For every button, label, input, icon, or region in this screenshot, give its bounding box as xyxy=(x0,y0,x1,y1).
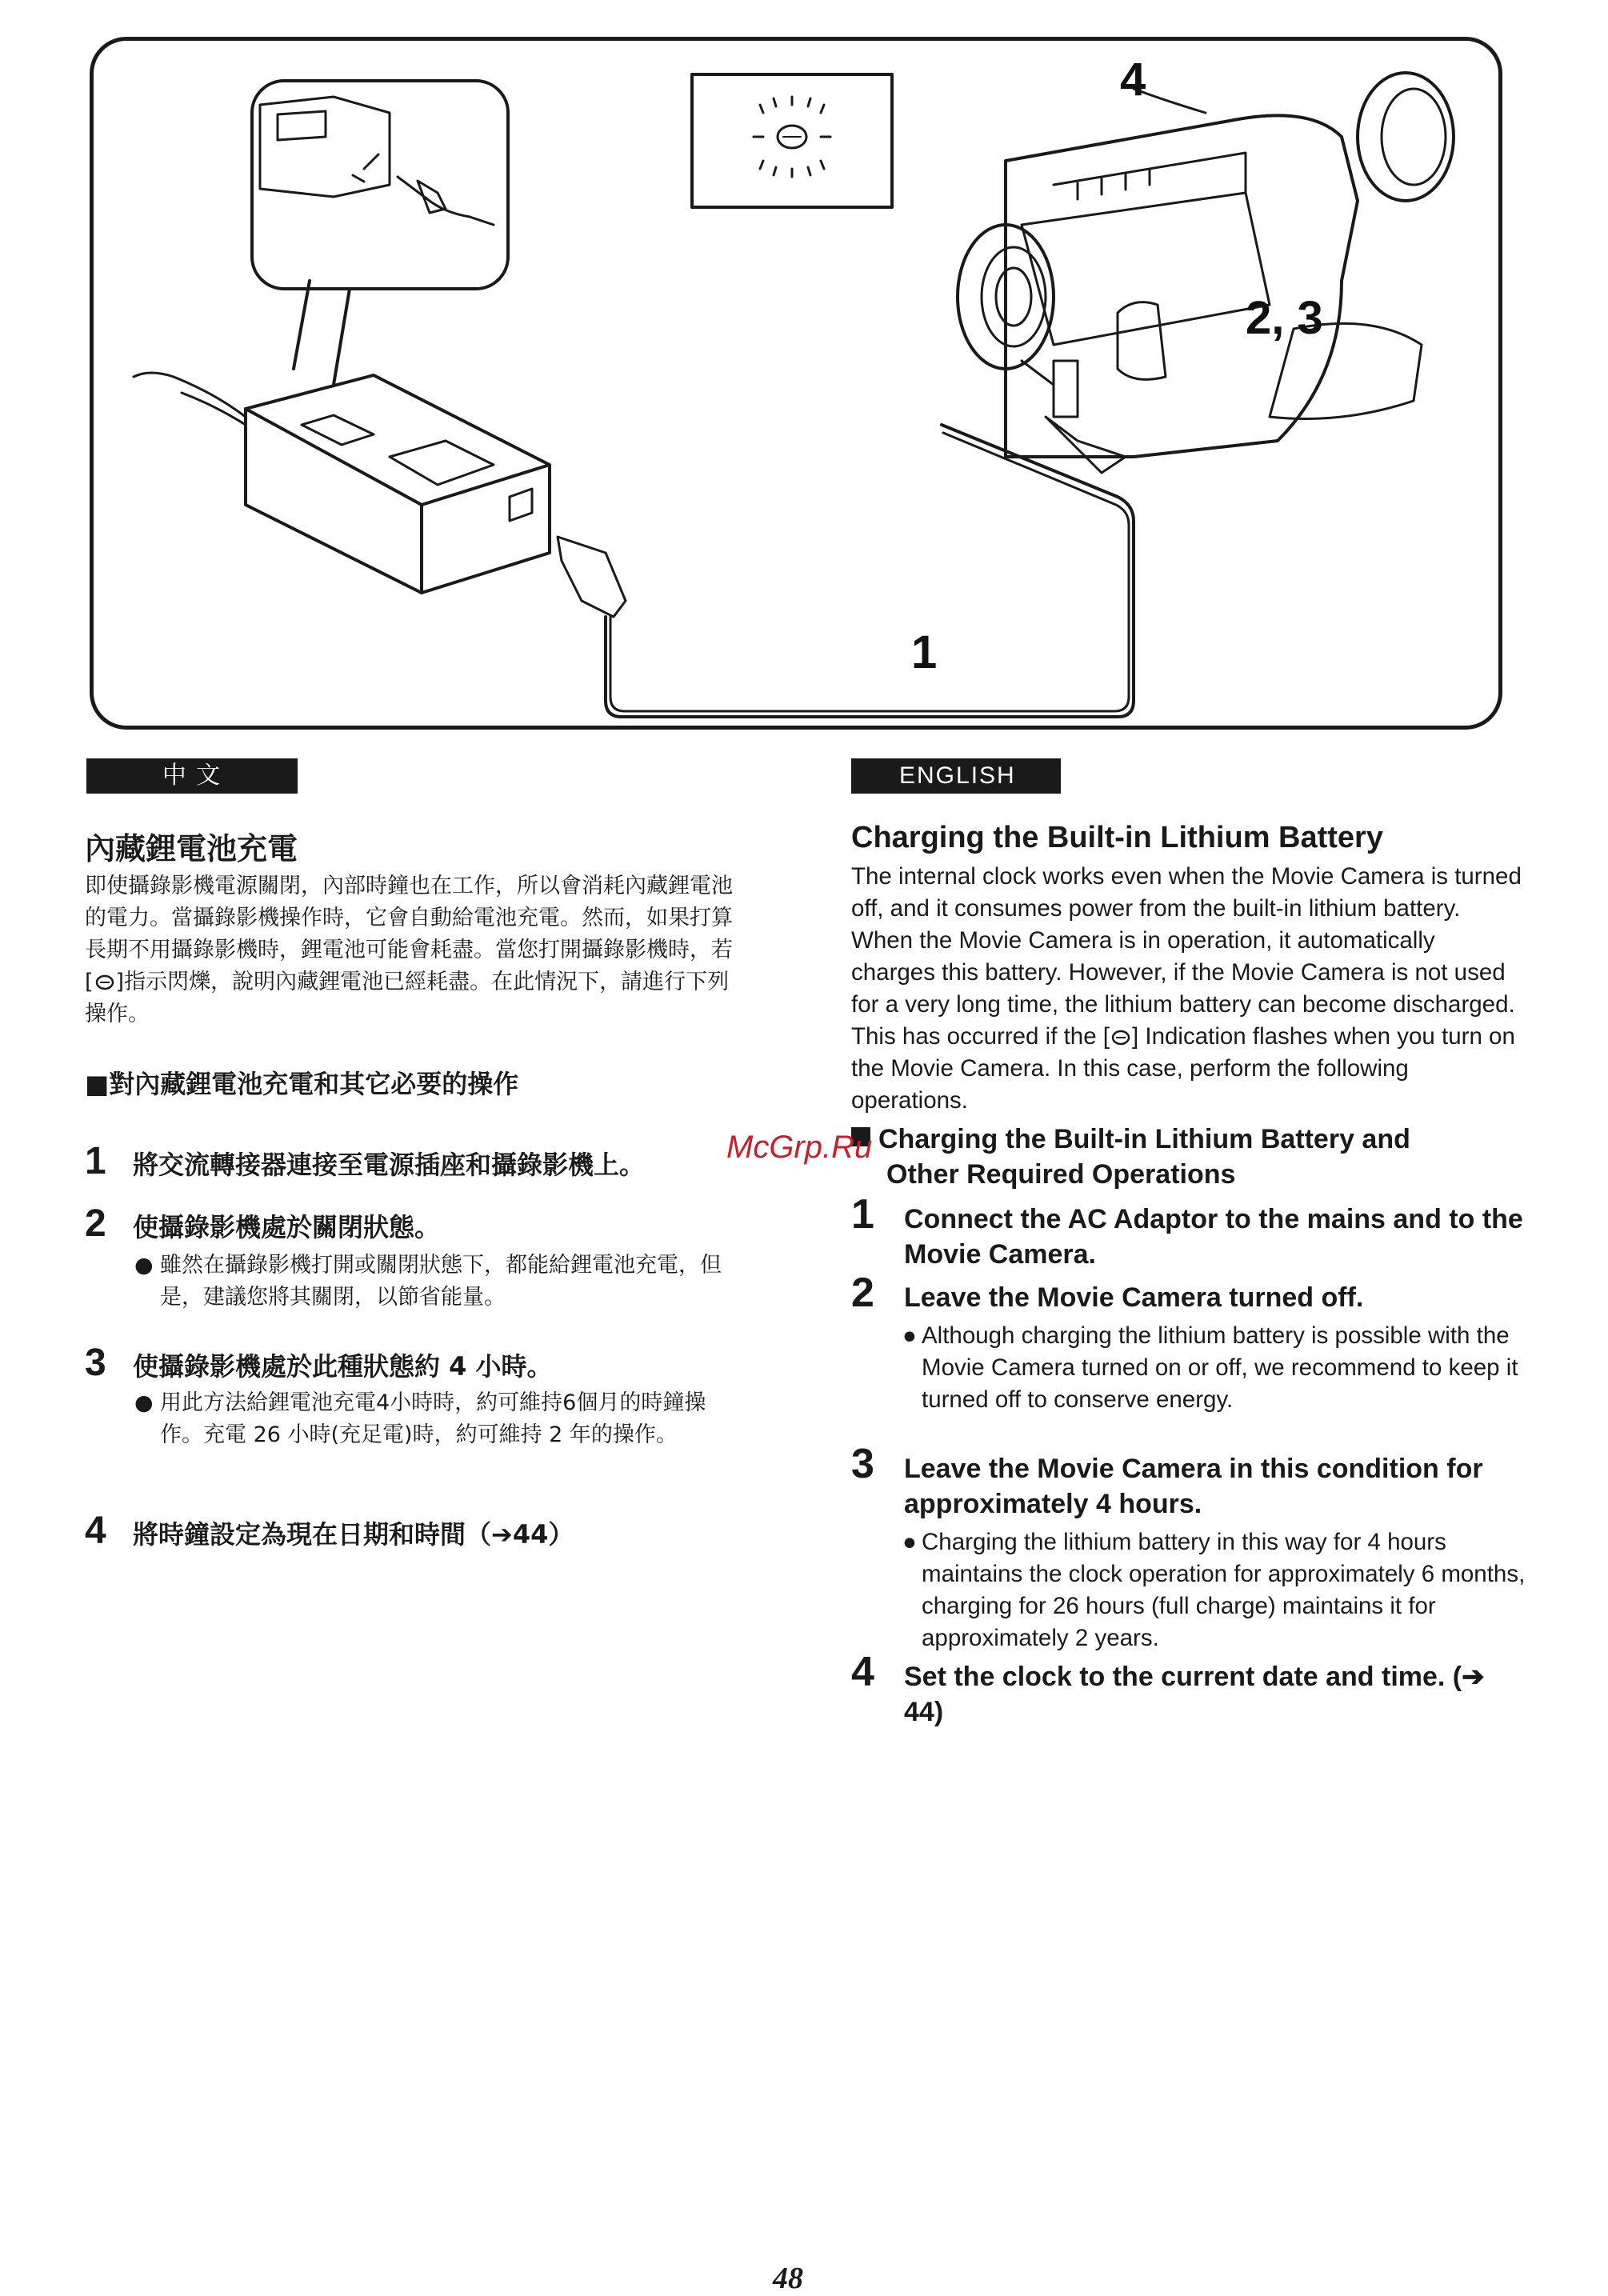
movie-camera-drawing xyxy=(958,73,1454,473)
step-text: 使攝錄影機處於此種狀態約 4 小時。 xyxy=(133,1351,553,1382)
chinese-step-4 xyxy=(85,1509,574,1553)
subheading-line-2: Other Required Operations xyxy=(886,1159,1236,1190)
chinese-step-2 xyxy=(85,1202,440,1246)
english-section-label: ENGLISH xyxy=(851,758,1061,794)
step-number: 2 xyxy=(85,1202,106,1245)
note-text: 雖然在攝錄影機打開或關閉狀態下，都能給鋰電池充電，但是，建議您將其關閉，以節省能量。 xyxy=(160,1253,722,1310)
chinese-title: 內藏鋰電池充電 xyxy=(85,831,298,866)
step-text: 將時鐘設定為現在日期和時間（➔44） xyxy=(133,1519,574,1550)
callout-1: 1 xyxy=(911,626,938,678)
dc-cable xyxy=(606,425,1134,717)
english-intro xyxy=(851,861,1523,1117)
english-step-2-note xyxy=(902,1320,1542,1416)
bullet-icon: ● xyxy=(902,1322,917,1349)
step-number: 1 xyxy=(851,1191,874,1238)
step-text: Connect the AC Adaptor to the mains and to the Movie Camera. xyxy=(904,1204,1523,1270)
chinese-section-label: 中 文 xyxy=(86,758,298,794)
watermark: McGrp.Ru xyxy=(726,1130,873,1165)
chinese-step-3 xyxy=(85,1341,553,1385)
english-intro-end: ] Indication flashes when you turn on the Movie Camera. In this case, perform the following operations. xyxy=(851,1023,1515,1114)
english-step-1 xyxy=(851,1191,1523,1272)
english-step-2 xyxy=(851,1270,1523,1316)
charging-diagram xyxy=(94,41,1502,730)
english-intro-text: The internal clock works even when the Movie Camera is turned off, and it consumes power from the built-in lithium battery. When the Movie Camera is in operation, it automatically charges this battery. However, if the Movie Camera is not used for a very long time, the lithium battery can become discharged. This has occurred if the [ xyxy=(851,863,1522,1050)
indicator-inset xyxy=(692,74,892,207)
english-step-4 xyxy=(851,1649,1523,1730)
step-number: 2 xyxy=(851,1270,874,1316)
ac-adaptor-drawing xyxy=(134,373,626,617)
illustration-panel xyxy=(90,37,1502,730)
battery-warning-icon xyxy=(94,973,116,992)
chinese-step-2-note xyxy=(134,1250,742,1314)
english-title: Charging the Built-in Lithium Battery xyxy=(851,821,1383,854)
step-text: 將交流轉接器連接至電源插座和攝錄影機上。 xyxy=(133,1150,646,1180)
battery-warning-icon xyxy=(1110,1028,1132,1047)
english-step-3 xyxy=(851,1441,1523,1522)
callout-2-3: 2, 3 xyxy=(1246,292,1323,344)
callout-4: 4 xyxy=(1120,54,1146,106)
chinese-intro-end: ]指示閃爍，說明內藏鋰電池已經耗盡。在此情況下，請進行下列操作。 xyxy=(85,970,730,1026)
page-number: 48 xyxy=(773,2262,803,2295)
step-number: 1 xyxy=(85,1140,106,1182)
chinese-subheading: ■對內藏鋰電池充電和其它必要的操作 xyxy=(85,1069,519,1099)
english-step-3-note xyxy=(902,1526,1542,1654)
english-subheading xyxy=(851,1122,1523,1192)
bullet-icon: ● xyxy=(134,1390,154,1415)
subheading-line-1: Charging the Built-in Lithium Battery and xyxy=(878,1124,1410,1154)
chinese-step-3-note xyxy=(134,1387,742,1451)
note-text: 用此方法給鋰電池充電4小時時，約可維持6個月的時鐘操作。充電 26 小時(充足電)時，約可維持 2 年的操作。 xyxy=(160,1390,706,1447)
note-text: Although charging the lithium battery is possible with the Movie Camera turned on or off, we recommend to keep it turned off to conserve energy. xyxy=(922,1322,1518,1413)
plug-inset xyxy=(252,81,508,385)
step-number: 3 xyxy=(85,1342,106,1384)
chinese-intro xyxy=(85,870,741,1030)
step-text: Leave the Movie Camera in this condition for approximately 4 hours. xyxy=(904,1454,1483,1519)
step-number: 3 xyxy=(851,1441,874,1487)
step-number: 4 xyxy=(85,1510,106,1552)
step-number: 4 xyxy=(851,1649,874,1695)
bullet-icon: ● xyxy=(134,1253,154,1278)
step-text: Set the clock to the current date and time. (➔ 44) xyxy=(904,1662,1485,1727)
chinese-step-1 xyxy=(85,1139,645,1183)
chinese-intro-text: 即使攝錄影機電源關閉，內部時鐘也在工作，所以會消耗內藏鋰電池的電力。當攝錄影機操作時，它會自動給電池充電。然而，如果打算長期不用攝錄影機時，鋰電池可能會耗盡。當您打開攝錄影機時，若[ xyxy=(85,874,733,994)
step-text: 使攝錄影機處於關閉狀態。 xyxy=(133,1212,441,1242)
note-text: Charging the lithium battery in this way for 4 hours maintains the clock operation for approximately 6 months, charging for 26 hours (full charge) maintains it for approximately 2 years. xyxy=(922,1529,1526,1651)
bullet-icon: ● xyxy=(902,1529,917,1555)
step-text: Leave the Movie Camera turned off. xyxy=(904,1282,1364,1313)
